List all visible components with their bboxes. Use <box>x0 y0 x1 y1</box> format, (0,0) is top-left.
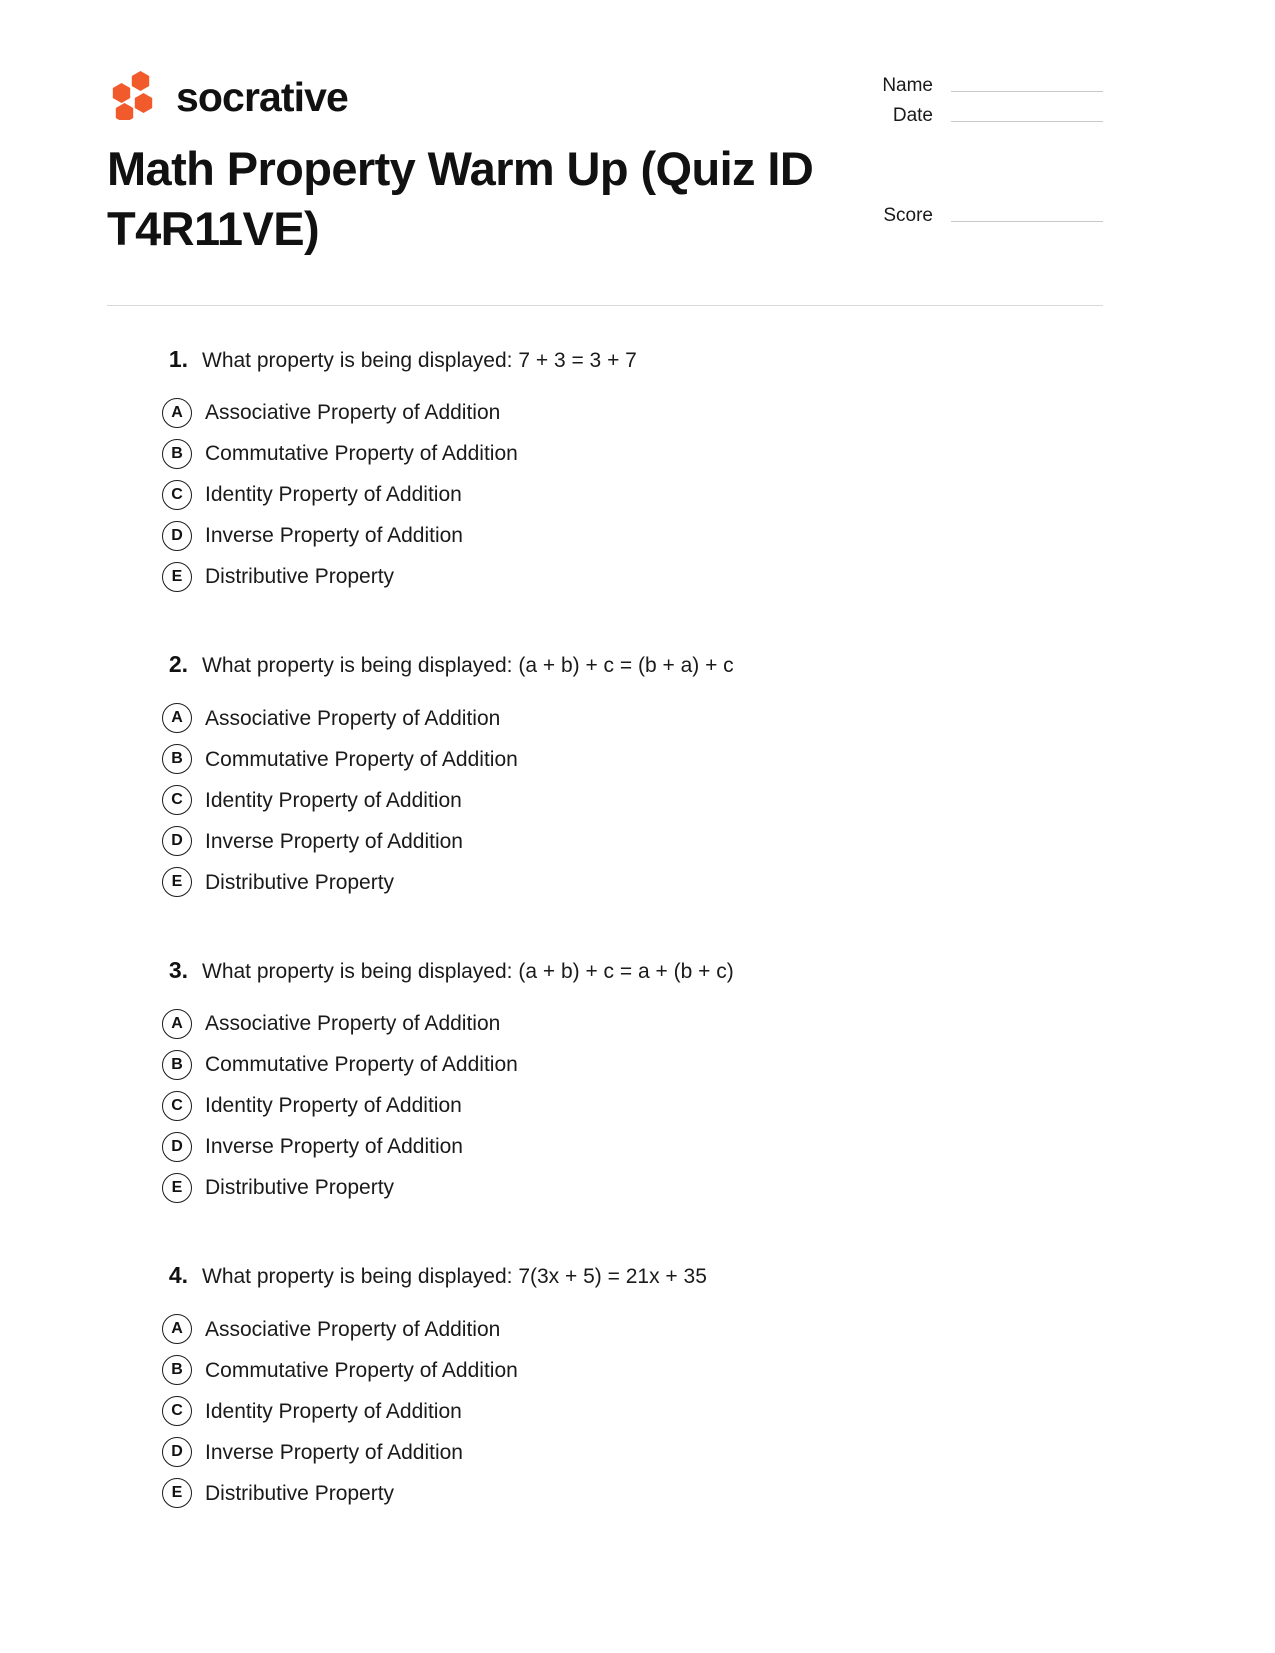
answer-option[interactable] <box>107 821 1103 862</box>
question-heading <box>107 953 1103 988</box>
answer-option[interactable] <box>107 1350 1103 1391</box>
answer-bubble-icon[interactable]: C <box>162 1091 192 1121</box>
answer-option-label: Commutative Property of Addition <box>205 1358 518 1382</box>
question-number: 1. <box>168 345 188 372</box>
answer-option-label: Identity Property of Addition <box>205 788 462 812</box>
answer-bubble-icon[interactable]: A <box>162 1009 192 1039</box>
score-label: Score <box>883 204 933 226</box>
answer-bubble-icon[interactable]: C <box>162 480 192 510</box>
answer-bubble-icon[interactable]: D <box>162 1132 192 1162</box>
answer-bubble-icon[interactable]: A <box>162 703 192 733</box>
answer-bubble-icon[interactable]: C <box>162 1396 192 1426</box>
answer-option[interactable] <box>107 556 1103 597</box>
answer-option[interactable] <box>107 739 1103 780</box>
answer-options <box>107 392 1103 597</box>
question-text: What property is being displayed: (a + b) + c = (b + a) + c <box>202 654 734 678</box>
question-number: 2. <box>168 651 188 678</box>
answer-bubble-icon[interactable]: D <box>162 1437 192 1467</box>
answer-option[interactable] <box>107 862 1103 903</box>
answer-option-label: Distributive Property <box>205 870 395 894</box>
socrative-hexagon-logo-icon <box>107 70 159 125</box>
answer-option[interactable] <box>107 1309 1103 1350</box>
question-text: What property is being displayed: (a + b) + c = a + (b + c) <box>202 959 734 983</box>
question-text: What property is being displayed: 7(3x + 5) = 21x + 35 <box>202 1265 707 1289</box>
answer-bubble-icon[interactable]: B <box>162 1050 192 1080</box>
name-field-row <box>875 76 1103 97</box>
answer-option[interactable] <box>107 1044 1103 1085</box>
date-input-line[interactable] <box>951 121 1103 122</box>
answer-option[interactable] <box>107 1003 1103 1044</box>
question-number: 4. <box>168 1262 188 1289</box>
answer-option-label: Inverse Property of Addition <box>205 1440 463 1464</box>
answer-option-label: Commutative Property of Addition <box>205 747 518 771</box>
answer-option[interactable] <box>107 474 1103 515</box>
answer-bubble-icon[interactable]: B <box>162 1355 192 1385</box>
brand-name: socrative <box>176 74 348 120</box>
answer-option-label: Distributive Property <box>205 565 395 589</box>
name-input-line[interactable] <box>951 91 1103 92</box>
question-heading <box>107 647 1103 682</box>
answer-option[interactable] <box>107 780 1103 821</box>
answer-option[interactable] <box>107 1167 1103 1208</box>
answer-option-label: Associative Property of Addition <box>205 706 501 730</box>
answer-bubble-icon[interactable]: D <box>162 521 192 551</box>
answer-option-label: Associative Property of Addition <box>205 1317 501 1341</box>
question-block <box>107 1258 1103 1514</box>
answer-option-label: Inverse Property of Addition <box>205 524 463 548</box>
answer-option-label: Inverse Property of Addition <box>205 1135 463 1159</box>
answer-option-label: Commutative Property of Addition <box>205 1053 518 1077</box>
answer-options <box>107 1003 1103 1208</box>
answer-options <box>107 698 1103 903</box>
question-heading <box>107 342 1103 377</box>
page-header <box>0 0 1275 227</box>
answer-bubble-icon[interactable]: A <box>162 398 192 428</box>
answer-option-label: Identity Property of Addition <box>205 1094 462 1118</box>
question-block <box>107 953 1103 1209</box>
date-label: Date <box>892 104 933 126</box>
questions-list <box>0 306 1275 1514</box>
answer-option-label: Commutative Property of Addition <box>205 442 518 466</box>
answer-option-label: Associative Property of Addition <box>205 1012 501 1036</box>
answer-option[interactable] <box>107 1432 1103 1473</box>
answer-option[interactable] <box>107 698 1103 739</box>
answer-option-label: Associative Property of Addition <box>205 401 501 425</box>
answer-bubble-icon[interactable]: E <box>162 867 192 897</box>
answer-bubble-icon[interactable]: E <box>162 1173 192 1203</box>
answer-option[interactable] <box>107 433 1103 474</box>
answer-option-label: Identity Property of Addition <box>205 483 462 507</box>
date-field-row <box>875 106 1103 127</box>
answer-bubble-icon[interactable]: E <box>162 1478 192 1508</box>
question-text: What property is being displayed: 7 + 3 = 3 + 7 <box>202 348 637 372</box>
question-number: 3. <box>168 956 188 983</box>
score-field-row <box>875 206 1103 227</box>
question-block <box>107 647 1103 903</box>
answer-option[interactable] <box>107 1126 1103 1167</box>
answer-bubble-icon[interactable]: C <box>162 785 192 815</box>
brand-logo <box>107 62 348 125</box>
answer-bubble-icon[interactable]: D <box>162 826 192 856</box>
answer-options <box>107 1309 1103 1514</box>
answer-option[interactable] <box>107 1085 1103 1126</box>
answer-option[interactable] <box>107 392 1103 433</box>
score-input-line[interactable] <box>951 221 1103 222</box>
answer-bubble-icon[interactable]: B <box>162 439 192 469</box>
answer-option[interactable] <box>107 1473 1103 1514</box>
answer-option[interactable] <box>107 515 1103 556</box>
answer-option-label: Distributive Property <box>205 1481 395 1505</box>
answer-option-label: Distributive Property <box>205 1176 395 1200</box>
question-heading <box>107 1258 1103 1293</box>
answer-bubble-icon[interactable]: B <box>162 744 192 774</box>
answer-option[interactable] <box>107 1391 1103 1432</box>
name-label: Name <box>882 75 933 96</box>
answer-bubble-icon[interactable]: A <box>162 1314 192 1344</box>
answer-bubble-icon[interactable]: E <box>162 562 192 592</box>
question-block <box>107 342 1103 598</box>
student-fields <box>875 62 1103 227</box>
page-title: Math Property Warm Up (Quiz ID T4R11VE) <box>107 141 814 255</box>
answer-option-label: Identity Property of Addition <box>205 1399 462 1423</box>
answer-option-label: Inverse Property of Addition <box>205 829 463 853</box>
